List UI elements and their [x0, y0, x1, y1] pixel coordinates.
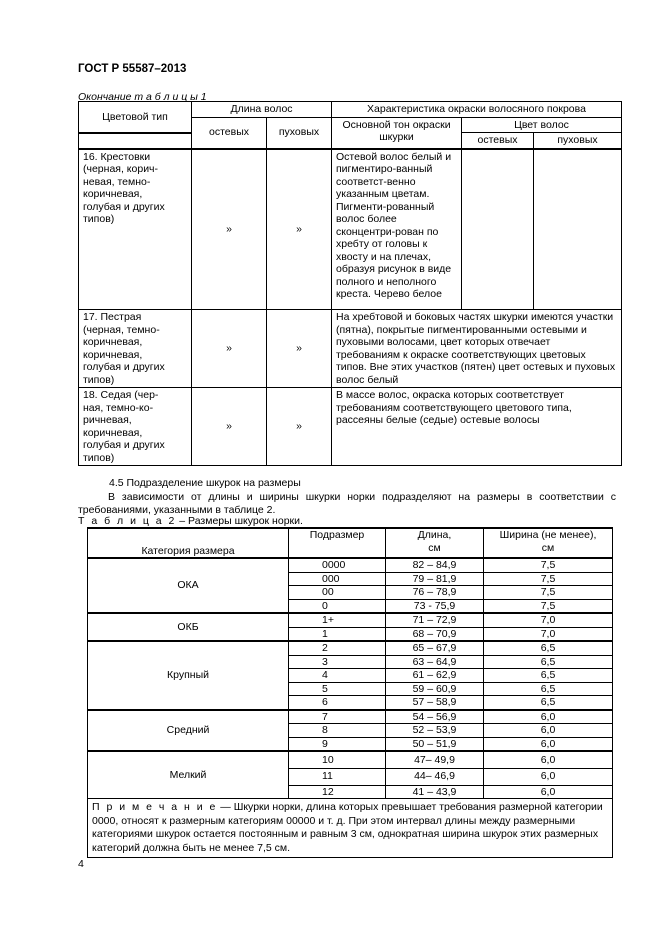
table2-subsize: 5 [289, 682, 386, 696]
table2-length: 50 – 51,9 [386, 737, 484, 751]
table2-subsize: 4 [289, 669, 386, 683]
table2-length: 63 – 64,9 [386, 655, 484, 669]
table1-row-guard: » [192, 310, 267, 388]
table2-subsize: 3 [289, 655, 386, 669]
table2-note [88, 799, 613, 858]
table2-category: ОКБ [88, 613, 289, 641]
table2-width: 6,0 [484, 710, 613, 724]
table2-width: 7,5 [484, 558, 613, 572]
table2-subsize: 1+ [289, 613, 386, 627]
table1 [78, 101, 622, 466]
table2-head-width: Ширина (не менее), см [484, 528, 613, 558]
table2-length: 41 – 43,9 [386, 785, 484, 799]
table2-width: 7,5 [484, 599, 613, 613]
table1-row-desc: Остевой волос белый и пигментиро-ванный соответст-венно указанным цветам. Пигменти-рованный волос более сконцентри-рован по хребту от головы к хвосту и на плечах, образуя рисунок в виде полного и неполного креста. Черево белое [332, 149, 462, 310]
table2-category: Мелкий [88, 751, 289, 799]
table1-head-hair-guard: остевых [462, 133, 534, 149]
table2-width: 7,5 [484, 572, 613, 586]
table1-head-base-tone: Основной тон окраски шкурки [332, 117, 462, 149]
table2-subsize: 0 [289, 599, 386, 613]
table2-category: Крупный [88, 641, 289, 710]
table2-length: 68 – 70,9 [386, 627, 484, 641]
table2-length: 59 – 60,9 [386, 682, 484, 696]
table1-row-hair-down [534, 149, 622, 310]
table1-head-hair-down: пуховых [534, 133, 622, 149]
table2-subsize: 9 [289, 737, 386, 751]
table2-length: 82 – 84,9 [386, 558, 484, 572]
table1-head-spacer [79, 133, 192, 149]
table2-width: 6,5 [484, 669, 613, 683]
table2-subsize: 10 [289, 751, 386, 768]
section-title: 4.5 Подразделение шкурок на размеры [109, 477, 301, 489]
table2-head-subsize: Подразмер [289, 528, 386, 558]
table2-width: 6,5 [484, 696, 613, 710]
table1-row-guard: » [192, 149, 267, 310]
table1-caption: Окончание т а б л и ц ы 1 [78, 91, 207, 103]
table2 [87, 527, 613, 858]
table2-subsize: 8 [289, 724, 386, 738]
table1-row-type: 18. Седая (чер- ная, темно-ко- ричневая, коричневая, голубая и других типов) [79, 388, 192, 466]
table2-width: 7,5 [484, 586, 613, 600]
table2-subsize: 00 [289, 586, 386, 600]
table2-length: 54 – 56,9 [386, 710, 484, 724]
table2-subsize: 1 [289, 627, 386, 641]
table2-caption-text: – Размеры шкурок норки. [176, 515, 303, 527]
table2-caption [78, 515, 303, 527]
table1-head-down: пуховых [267, 117, 332, 149]
table2-caption-label: Т а б л и ц а 2 [78, 515, 177, 527]
document-header: ГОСТ Р 55587–2013 [78, 63, 187, 75]
table2-subsize: 000 [289, 572, 386, 586]
table2-length: 61 – 62,9 [386, 669, 484, 683]
table2-width: 6,5 [484, 682, 613, 696]
table2-length: 57 – 58,9 [386, 696, 484, 710]
table1-head-type: Цветовой тип [79, 102, 192, 133]
table2-subsize: 0000 [289, 558, 386, 572]
table1-head-hair-color: Цвет волос [462, 117, 622, 133]
table1-head-characteristic: Характеристика окраски волосяного покрова [332, 102, 622, 118]
table1-row-down: » [267, 310, 332, 388]
table2-head-length: Длина, см [386, 528, 484, 558]
table2-width: 7,0 [484, 613, 613, 627]
table2-subsize: 11 [289, 768, 386, 785]
table2-note-label: П р и м е ч а н и е [92, 801, 218, 813]
table2-head-category: Категория размера [88, 528, 289, 558]
table2-width: 6,0 [484, 724, 613, 738]
table1-row-hair-guard [462, 149, 534, 310]
table2-length: 65 – 67,9 [386, 641, 484, 655]
table2-subsize: 7 [289, 710, 386, 724]
table1-head-guard: остевых [192, 117, 267, 149]
table2-length: 73 - 75,9 [386, 599, 484, 613]
table2-length: 44– 46,9 [386, 768, 484, 785]
table1-row-desc: В массе волос, окраска которых соответствует требованиям соответствующего цветового типа, рассеяны белые (седые) остевые волосы [332, 388, 622, 466]
table1-row-desc: На хребтовой и боковых частях шкурки имеются участки (пятна), покрытые пигментированными остевыми и пуховыми волосами, цвет которых отвечает требованиям к окраске соответствующих цветовых типов. Вне этих участков (пятен) цвет остевых и пуховых волос белый [332, 310, 622, 388]
section-paragraph: В зависимости от длины и ширины шкурки норки подразделяют на размеры в соответствии с требованиями, указанными в таблице 2. [78, 491, 616, 516]
table1-head-hair-length: Длина волос [192, 102, 332, 118]
table2-width: 6,0 [484, 768, 613, 785]
table2-length: 76 – 78,9 [386, 586, 484, 600]
table2-subsize: 2 [289, 641, 386, 655]
table2-note-text: — Шкурки норки, длина которых превышает требования размерной категории 0000, относят к размерным категориям 00000 и т. д. При этом интервал длины между размерными категориями шкурок остается постоянным и равным 3 см, однократная ширина шкурок этих размерных категорий должна быть не менее 7,5 см. [92, 801, 603, 854]
table1-row-guard: » [192, 388, 267, 466]
table2-length: 52 – 53,9 [386, 724, 484, 738]
table2-length: 47– 49,9 [386, 751, 484, 768]
table2-width: 6,0 [484, 785, 613, 799]
table2-subsize: 12 [289, 785, 386, 799]
table2-category: Средний [88, 710, 289, 752]
page-number: 4 [78, 858, 84, 870]
table2-width: 7,0 [484, 627, 613, 641]
table2-category: ОКА [88, 558, 289, 613]
table2-subsize: 6 [289, 696, 386, 710]
table1-row-down: » [267, 149, 332, 310]
table2-length: 71 – 72,9 [386, 613, 484, 627]
table1-row-type: 16. Крестовки (черная, корич- невая, темно- коричневая, голубая и других типов) [79, 149, 192, 310]
table2-width: 6,5 [484, 655, 613, 669]
table1-row-down: » [267, 388, 332, 466]
table2-width: 6,0 [484, 737, 613, 751]
table2-width: 6,5 [484, 641, 613, 655]
table2-length: 79 – 81,9 [386, 572, 484, 586]
table1-row-type: 17. Пестрая (черная, темно- коричневая, коричневая, голубая и других типов) [79, 310, 192, 388]
table2-width: 6,0 [484, 751, 613, 768]
